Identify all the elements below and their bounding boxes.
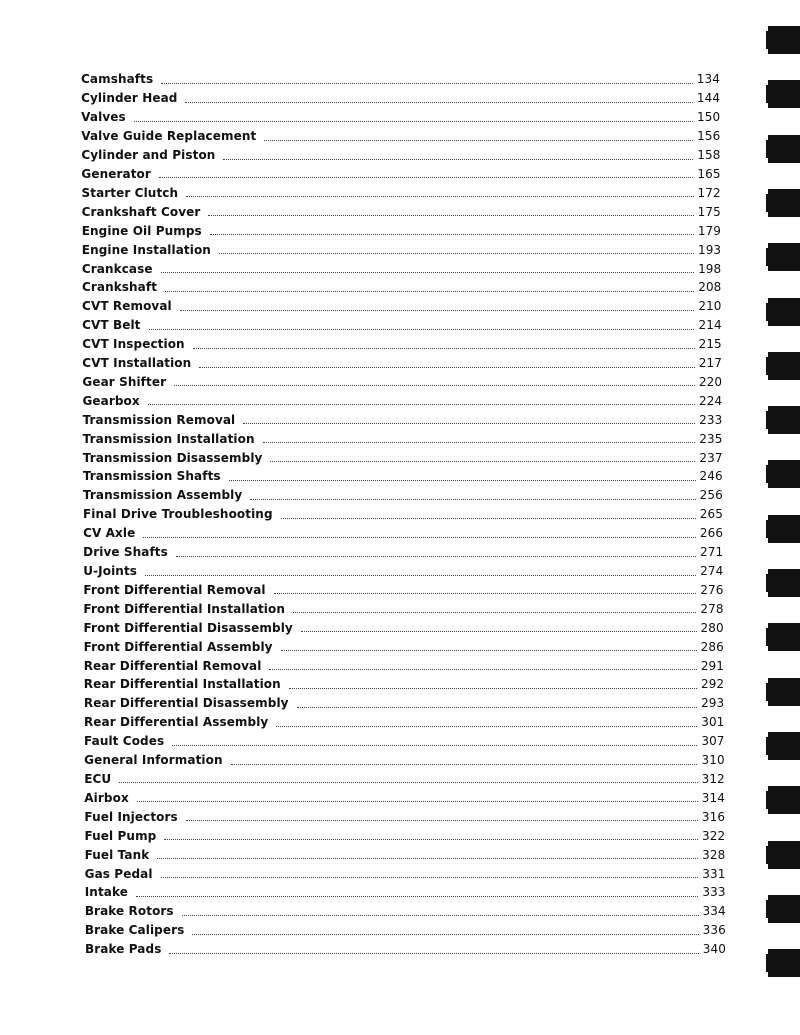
toc-dot-leader — [143, 536, 696, 538]
index-tab-marker — [768, 841, 800, 869]
toc-entry[interactable] — [84, 637, 724, 656]
toc-entry[interactable] — [82, 316, 722, 335]
toc-entry-title: Valve Guide Replacement — [81, 129, 257, 144]
toc-dot-leader — [186, 195, 693, 197]
toc-entry-title: CVT Belt — [82, 318, 141, 333]
toc-entry-page-number: 278 — [700, 601, 724, 616]
toc-entry-title: Cylinder Head — [81, 91, 178, 106]
toc-entry[interactable] — [81, 146, 720, 165]
table-of-contents — [0, 70, 800, 959]
toc-entry-page-number: 328 — [702, 847, 726, 862]
toc-entry-title: ECU — [84, 771, 112, 786]
toc-entry-page-number: 291 — [700, 658, 725, 673]
toc-dot-leader — [176, 555, 696, 557]
toc-dot-leader — [161, 876, 699, 878]
toc-entry[interactable] — [84, 788, 725, 807]
toc-entry-page-number: 134 — [696, 72, 720, 87]
toc-entry[interactable] — [82, 354, 722, 373]
index-tab-marker — [768, 460, 800, 488]
toc-entry-page-number: 271 — [700, 545, 724, 560]
toc-entry-page-number: 150 — [697, 110, 721, 125]
toc-entry[interactable] — [83, 543, 723, 562]
toc-dot-leader — [250, 498, 695, 500]
toc-entry-page-number: 237 — [699, 450, 723, 465]
toc-dot-leader — [289, 687, 697, 689]
toc-entry[interactable] — [83, 562, 723, 581]
toc-entry[interactable] — [81, 70, 720, 89]
toc-dot-leader — [301, 630, 697, 632]
toc-dot-leader — [270, 460, 695, 462]
toc-entry-page-number: 276 — [700, 582, 724, 597]
toc-entry[interactable] — [84, 751, 725, 770]
toc-entry-page-number: 307 — [701, 734, 725, 749]
toc-entry-title: Fuel Injectors — [84, 809, 178, 824]
toc-entry-title: CVT Installation — [82, 356, 192, 371]
toc-entry-page-number: 292 — [700, 677, 725, 692]
toc-entry-title: Front Differential Disassembly — [83, 620, 293, 635]
toc-entry[interactable] — [82, 202, 721, 221]
toc-entry-title: Valves — [81, 110, 126, 125]
index-tab-marker — [768, 135, 800, 163]
toc-dot-leader — [165, 290, 694, 292]
toc-entry-page-number: 265 — [699, 507, 723, 522]
index-tab-marker — [768, 732, 800, 760]
toc-entry-page-number: 316 — [701, 809, 726, 824]
toc-dot-leader — [263, 441, 696, 443]
toc-entry-page-number: 214 — [698, 318, 722, 333]
toc-entry-page-number: 293 — [701, 696, 725, 711]
toc-entry-title: Drive Shafts — [83, 545, 168, 560]
index-tab-marker — [768, 515, 800, 543]
toc-dot-leader — [134, 120, 693, 122]
toc-entry-page-number: 193 — [697, 242, 722, 257]
toc-dot-leader — [297, 706, 697, 708]
toc-dot-leader — [169, 952, 698, 954]
toc-entry[interactable] — [83, 524, 723, 543]
toc-entry-title: Transmission Removal — [82, 412, 236, 427]
toc-entry[interactable] — [83, 486, 723, 505]
toc-dot-leader — [274, 592, 697, 594]
index-tab-marker — [768, 569, 800, 597]
toc-dot-leader — [182, 914, 699, 916]
toc-dot-leader — [161, 271, 694, 273]
toc-entry-title: Fuel Pump — [84, 828, 157, 843]
toc-dot-leader — [186, 819, 698, 821]
index-tab-marker — [768, 895, 800, 923]
index-tab-marker — [768, 623, 800, 651]
index-tab-marker — [768, 678, 800, 706]
toc-entry-title: Engine Oil Pumps — [81, 223, 202, 238]
toc-entry-page-number: 217 — [698, 356, 722, 371]
toc-entry-title: Final Drive Troubleshooting — [83, 507, 273, 522]
toc-dot-leader — [137, 800, 698, 802]
toc-entry[interactable] — [83, 448, 723, 467]
toc-entry-title: Gearbox — [82, 393, 140, 408]
toc-entry-page-number: 233 — [699, 412, 723, 427]
index-tab-marker — [768, 243, 800, 271]
toc-entry-page-number: 301 — [701, 715, 725, 730]
toc-entry-title: CVT Inspection — [82, 337, 185, 352]
toc-entry-page-number: 172 — [697, 185, 721, 200]
toc-entry-page-number: 179 — [697, 223, 722, 238]
toc-entry-title: Gear Shifter — [82, 374, 167, 389]
toc-entry[interactable] — [82, 373, 722, 392]
toc-entry[interactable] — [82, 278, 721, 297]
toc-entry-page-number: 256 — [699, 488, 723, 503]
toc-dot-leader — [119, 781, 697, 783]
toc-dot-leader — [136, 895, 698, 897]
toc-entry-title: Rear Differential Assembly — [83, 715, 269, 730]
toc-dot-leader — [180, 309, 695, 311]
toc-entry-page-number: 334 — [702, 904, 726, 919]
toc-dot-leader — [210, 233, 694, 235]
index-tab-marker — [768, 786, 800, 814]
toc-entry-title: Transmission Assembly — [82, 488, 243, 503]
toc-entry-title: Brake Calipers — [84, 923, 185, 938]
toc-entry-page-number: 165 — [697, 166, 721, 181]
toc-dot-leader — [208, 214, 693, 216]
toc-entry[interactable] — [83, 429, 723, 448]
toc-entry-title: Fault Codes — [84, 734, 165, 749]
toc-entry-page-number: 312 — [701, 771, 725, 786]
toc-dot-leader — [159, 176, 694, 178]
toc-entry-page-number: 340 — [702, 942, 726, 957]
toc-entry-page-number: 235 — [699, 431, 723, 446]
toc-entry[interactable] — [84, 694, 724, 713]
toc-entry[interactable] — [81, 127, 720, 146]
toc-entry-page-number: 266 — [699, 526, 724, 541]
toc-dot-leader — [148, 403, 695, 405]
index-tab-marker — [768, 189, 800, 217]
toc-entry[interactable] — [82, 391, 722, 410]
toc-entry-page-number: 224 — [698, 393, 723, 408]
toc-entry[interactable] — [84, 732, 725, 751]
toc-dot-leader — [192, 933, 698, 935]
toc-entry[interactable] — [81, 89, 720, 108]
toc-entry-page-number: 156 — [697, 129, 721, 144]
section-index-tabs — [760, 0, 800, 1035]
toc-dot-leader — [149, 328, 695, 330]
toc-entry-title: Crankshaft Cover — [81, 204, 201, 219]
toc-entry-title: Generator — [81, 166, 151, 181]
toc-entry[interactable] — [85, 902, 726, 921]
toc-entry[interactable] — [83, 410, 723, 429]
toc-dot-leader — [193, 347, 695, 349]
toc-entry-title: Rear Differential Installation — [83, 677, 281, 692]
toc-dot-leader — [145, 574, 696, 576]
toc-entry-page-number: 210 — [698, 299, 722, 314]
toc-entry[interactable] — [84, 618, 724, 637]
toc-entry-title: Front Differential Removal — [83, 582, 266, 597]
index-tab-marker — [768, 26, 800, 54]
toc-entry-page-number: 274 — [700, 564, 724, 579]
index-tab-marker — [768, 80, 800, 108]
toc-dot-leader — [161, 82, 693, 84]
toc-dot-leader — [157, 857, 698, 859]
toc-entry[interactable] — [82, 297, 722, 316]
toc-entry[interactable] — [85, 940, 726, 959]
toc-dot-leader — [223, 158, 693, 160]
toc-entry[interactable] — [83, 580, 723, 599]
toc-entry[interactable] — [84, 656, 724, 675]
toc-entry[interactable] — [85, 921, 726, 940]
toc-dot-leader — [185, 101, 692, 103]
toc-entry-page-number: 333 — [702, 885, 726, 900]
toc-dot-leader — [269, 668, 696, 670]
toc-entry-page-number: 286 — [700, 639, 724, 654]
toc-dot-leader — [276, 725, 697, 727]
toc-entry-title: Camshafts — [81, 72, 154, 87]
toc-entry-title: CVT Removal — [82, 299, 172, 314]
toc-dot-leader — [281, 517, 696, 519]
toc-entry[interactable] — [85, 845, 726, 864]
toc-entry-page-number: 144 — [696, 91, 721, 106]
toc-entry-page-number: 246 — [699, 469, 723, 484]
toc-entry-title: Engine Installation — [81, 242, 211, 257]
toc-entry-page-number: 280 — [700, 620, 724, 635]
toc-entry-title: Brake Rotors — [84, 904, 174, 919]
toc-entry-page-number: 215 — [698, 337, 722, 352]
toc-dot-leader — [199, 366, 694, 368]
toc-dot-leader — [164, 838, 698, 840]
toc-dot-leader — [243, 422, 695, 424]
toc-entry-title: CV Axle — [83, 526, 136, 541]
toc-entry-page-number: 198 — [698, 261, 722, 276]
toc-dot-leader — [231, 763, 698, 765]
toc-entry[interactable] — [84, 770, 725, 789]
toc-entry-title: Cylinder and Piston — [81, 148, 216, 163]
toc-dot-leader — [219, 252, 694, 254]
toc-dot-leader — [174, 384, 695, 386]
toc-entry[interactable] — [84, 826, 725, 845]
toc-entry-title: Airbox — [84, 790, 129, 805]
toc-entry[interactable] — [82, 183, 721, 202]
toc-entry-title: Transmission Shafts — [82, 469, 221, 484]
toc-dot-leader — [229, 479, 696, 481]
toc-entry[interactable] — [85, 883, 726, 902]
toc-entry[interactable] — [84, 675, 724, 694]
index-tab-marker — [768, 949, 800, 977]
toc-entry-page-number: 158 — [697, 148, 721, 163]
toc-entry-title: General Information — [84, 753, 223, 768]
toc-entry[interactable] — [82, 240, 721, 259]
toc-entry-title: Starter Clutch — [81, 185, 179, 200]
index-tab-marker — [768, 298, 800, 326]
toc-entry-title: Crankshaft — [81, 280, 158, 295]
toc-entry[interactable] — [84, 713, 724, 732]
toc-entry-page-number: 314 — [701, 790, 725, 805]
toc-entry-page-number: 310 — [701, 753, 725, 768]
toc-entry-title: Crankcase — [81, 261, 153, 276]
toc-entry-page-number: 208 — [698, 280, 722, 295]
toc-entry-title: Brake Pads — [85, 942, 162, 957]
toc-entry[interactable] — [83, 467, 723, 486]
toc-entry[interactable] — [84, 807, 725, 826]
toc-entry-title: U-Joints — [83, 564, 138, 579]
toc-entry[interactable] — [82, 259, 721, 278]
toc-entry-title: Rear Differential Removal — [83, 658, 262, 673]
toc-dot-leader — [281, 649, 697, 651]
toc-entry-title: Rear Differential Disassembly — [83, 696, 289, 711]
toc-entry[interactable] — [83, 599, 723, 618]
toc-entry[interactable] — [81, 108, 720, 127]
toc-entry-title: Fuel Tank — [84, 847, 150, 862]
toc-entry-page-number: 322 — [701, 828, 726, 843]
toc-dot-leader — [264, 139, 693, 141]
toc-entry-title: Front Differential Assembly — [83, 639, 273, 654]
index-tab-marker — [768, 352, 800, 380]
toc-dot-leader — [293, 611, 696, 613]
toc-entry[interactable] — [82, 335, 722, 354]
toc-entry-title: Intake — [84, 885, 128, 900]
toc-entry-page-number: 175 — [697, 204, 721, 219]
toc-dot-leader — [172, 744, 697, 746]
toc-entry[interactable] — [83, 505, 723, 524]
toc-entry-page-number: 220 — [698, 374, 723, 389]
toc-entry-page-number: 336 — [702, 923, 726, 938]
toc-entry-title: Transmission Disassembly — [82, 450, 263, 465]
toc-entry[interactable] — [81, 165, 720, 184]
toc-entry-title: Gas Pedal — [84, 866, 153, 881]
toc-entry-page-number: 331 — [702, 866, 726, 881]
toc-entry[interactable] — [85, 864, 726, 883]
index-tab-marker — [768, 406, 800, 434]
toc-entry[interactable] — [82, 221, 721, 240]
toc-entry-title: Front Differential Installation — [83, 601, 286, 616]
toc-entry-title: Transmission Installation — [82, 431, 255, 446]
